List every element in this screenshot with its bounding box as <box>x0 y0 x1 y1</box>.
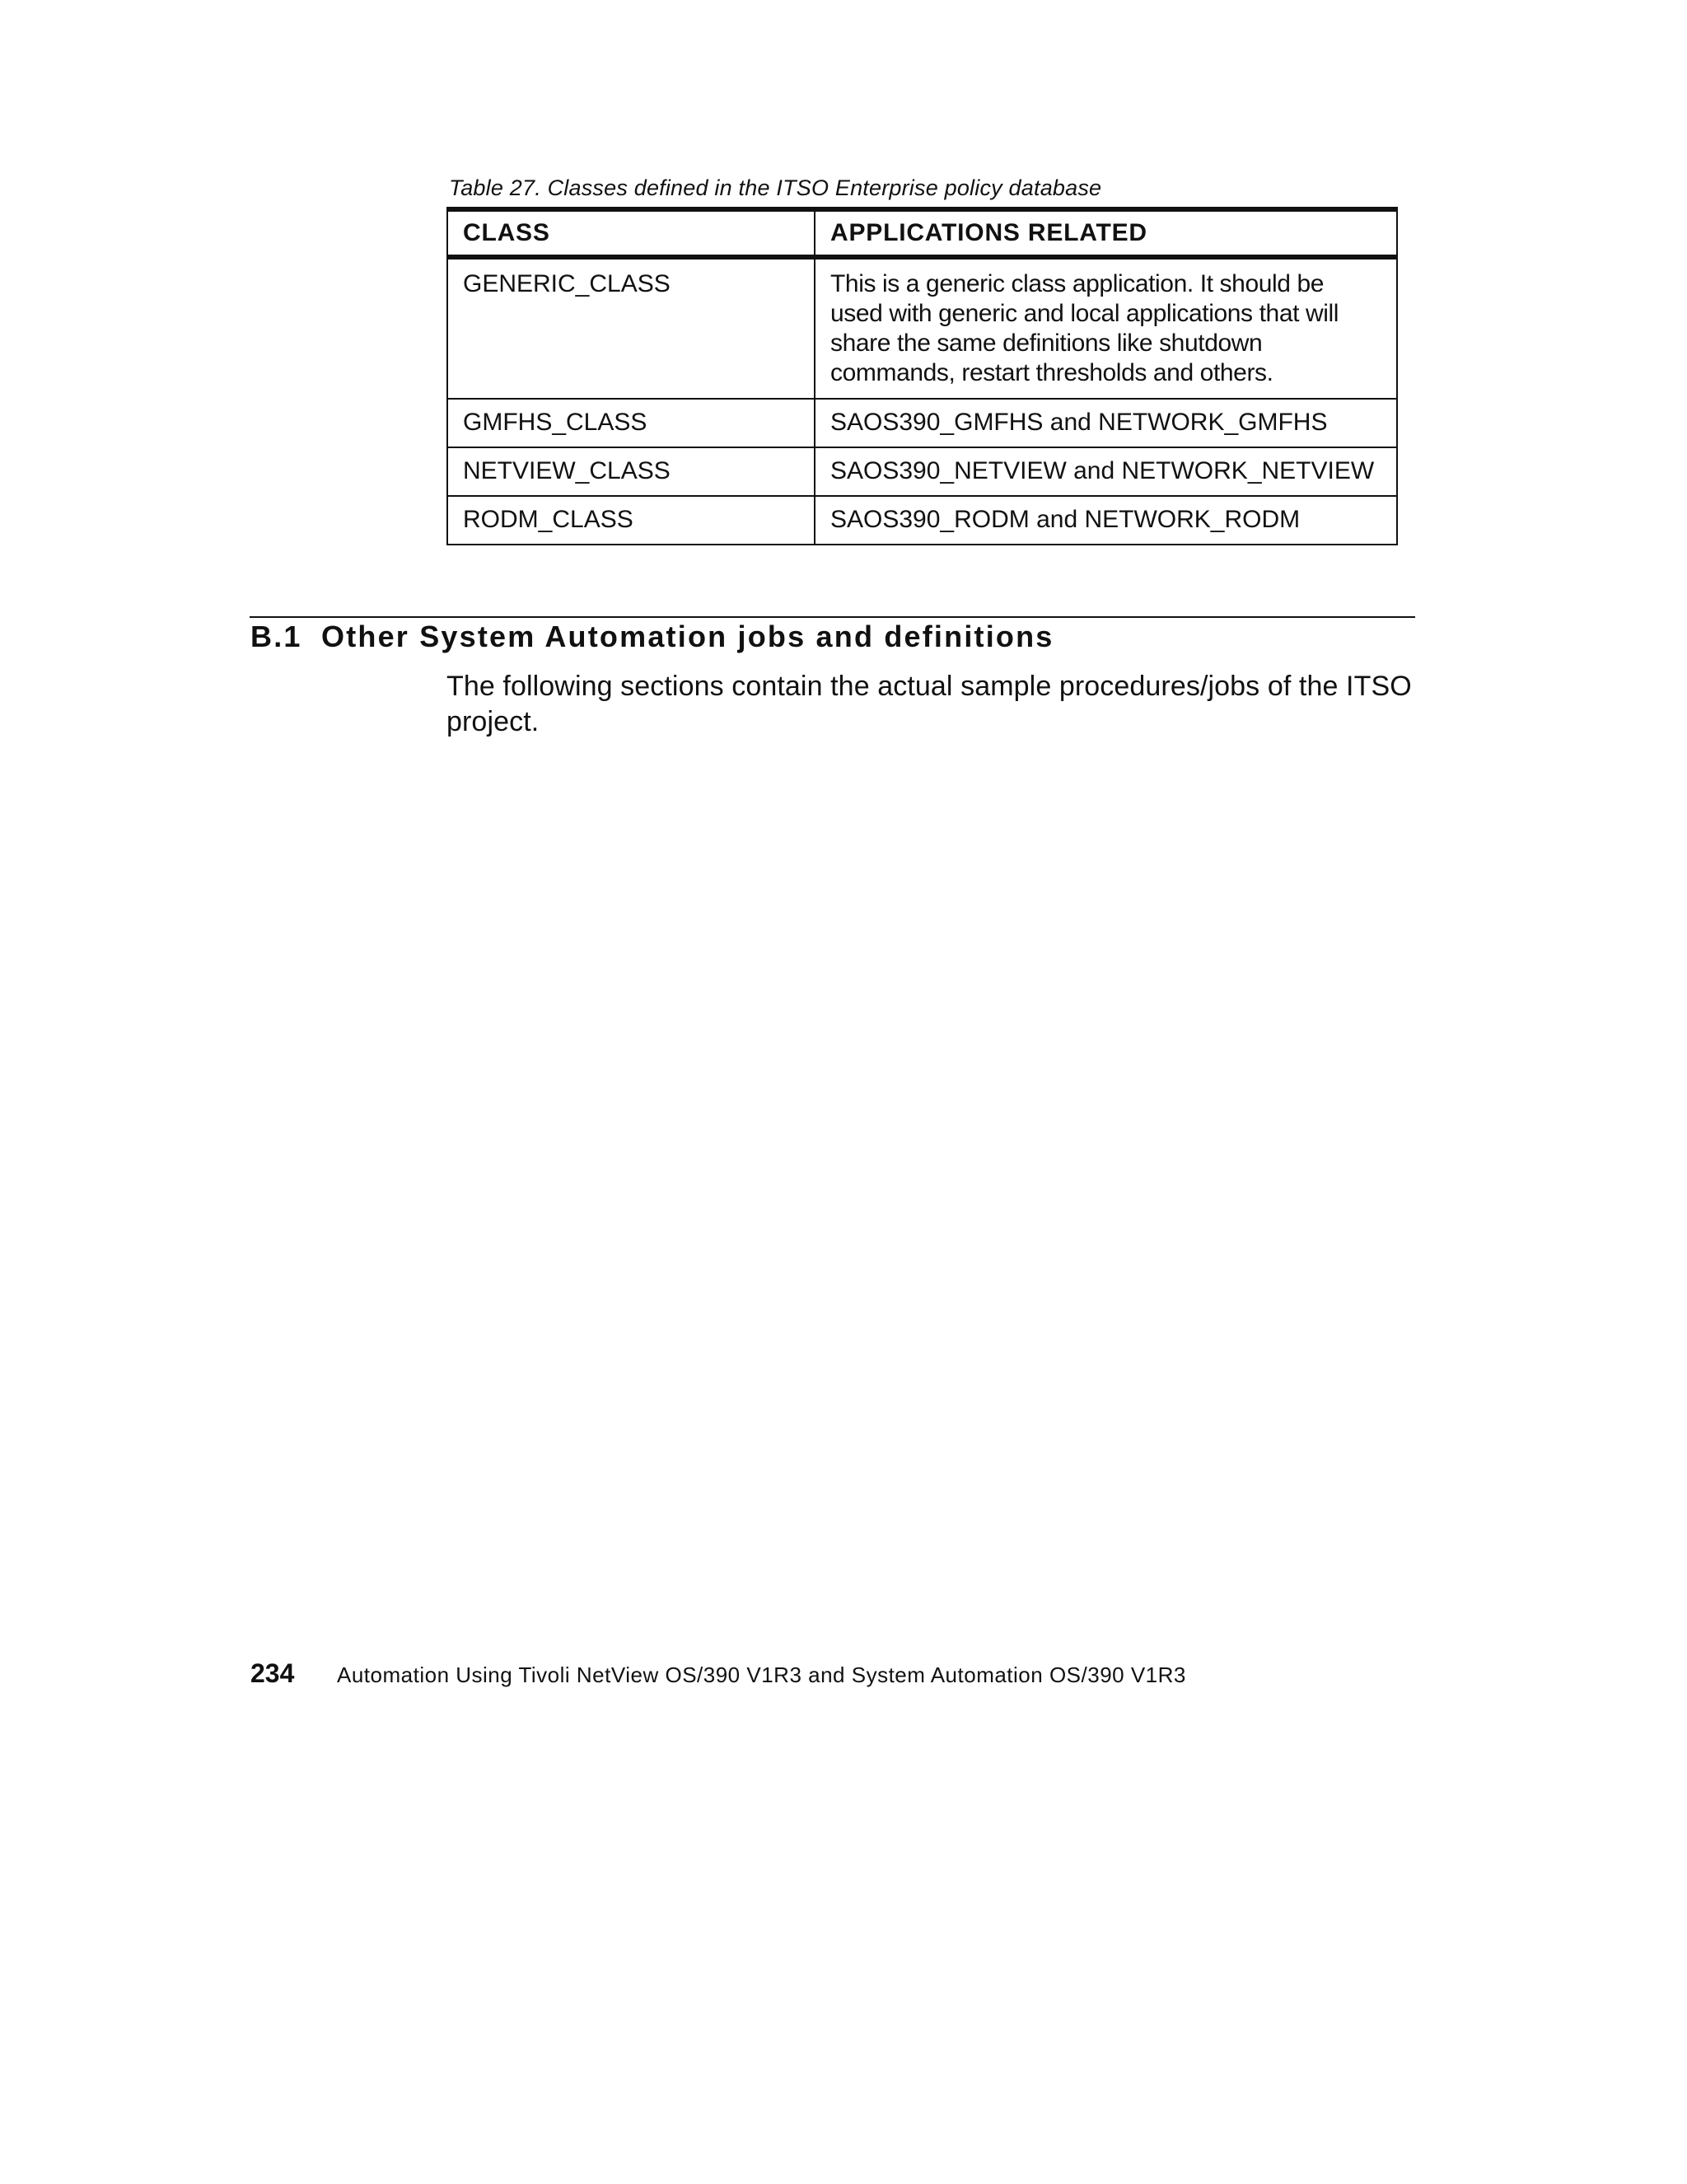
section-divider <box>250 616 1415 618</box>
page-number: 234 <box>250 1658 295 1688</box>
table-row <box>447 496 1397 545</box>
section-body-paragraph: The following sections contain the actual sample procedures/jobs of the ITSO project. <box>446 671 1412 737</box>
column-header-applications-related: APPLICATIONS RELATED <box>815 209 1397 257</box>
applications-cell: SAOS390_GMFHS and NETWORK_GMFHS <box>815 399 1397 447</box>
table-header <box>447 209 1397 257</box>
class-cell: RODM_CLASS <box>447 496 815 545</box>
table-row <box>447 399 1397 447</box>
applications-cell: SAOS390_RODM and NETWORK_RODM <box>815 496 1397 545</box>
section-number: B.1 <box>250 620 302 653</box>
table-header-row <box>447 209 1397 257</box>
section-heading <box>250 620 1054 654</box>
applications-cell: This is a generic class application. It should be used with generic and local applications that will share the same definitions like shutdown commands, restart thresholds and others. <box>815 257 1397 399</box>
class-cell: GMFHS_CLASS <box>447 399 815 447</box>
table-caption: Table 27. Classes defined in the ITSO Enterprise policy database <box>449 175 1102 200</box>
page-footer <box>250 1658 1186 1689</box>
table-row <box>447 447 1397 496</box>
class-cell: GENERIC_CLASS <box>447 257 815 399</box>
applications-cell: SAOS390_NETVIEW and NETWORK_NETVIEW <box>815 447 1397 496</box>
column-header-class: CLASS <box>447 209 815 257</box>
section-title: Other System Automation jobs and definitions <box>321 620 1054 653</box>
class-cell: NETVIEW_CLASS <box>447 447 815 496</box>
table-body <box>447 257 1397 545</box>
book-title: Automation Using Tivoli NetView OS/390 V1R3 and System Automation OS/390 V1R3 <box>337 1663 1186 1687</box>
table-row <box>447 257 1397 399</box>
classes-table <box>446 207 1398 545</box>
